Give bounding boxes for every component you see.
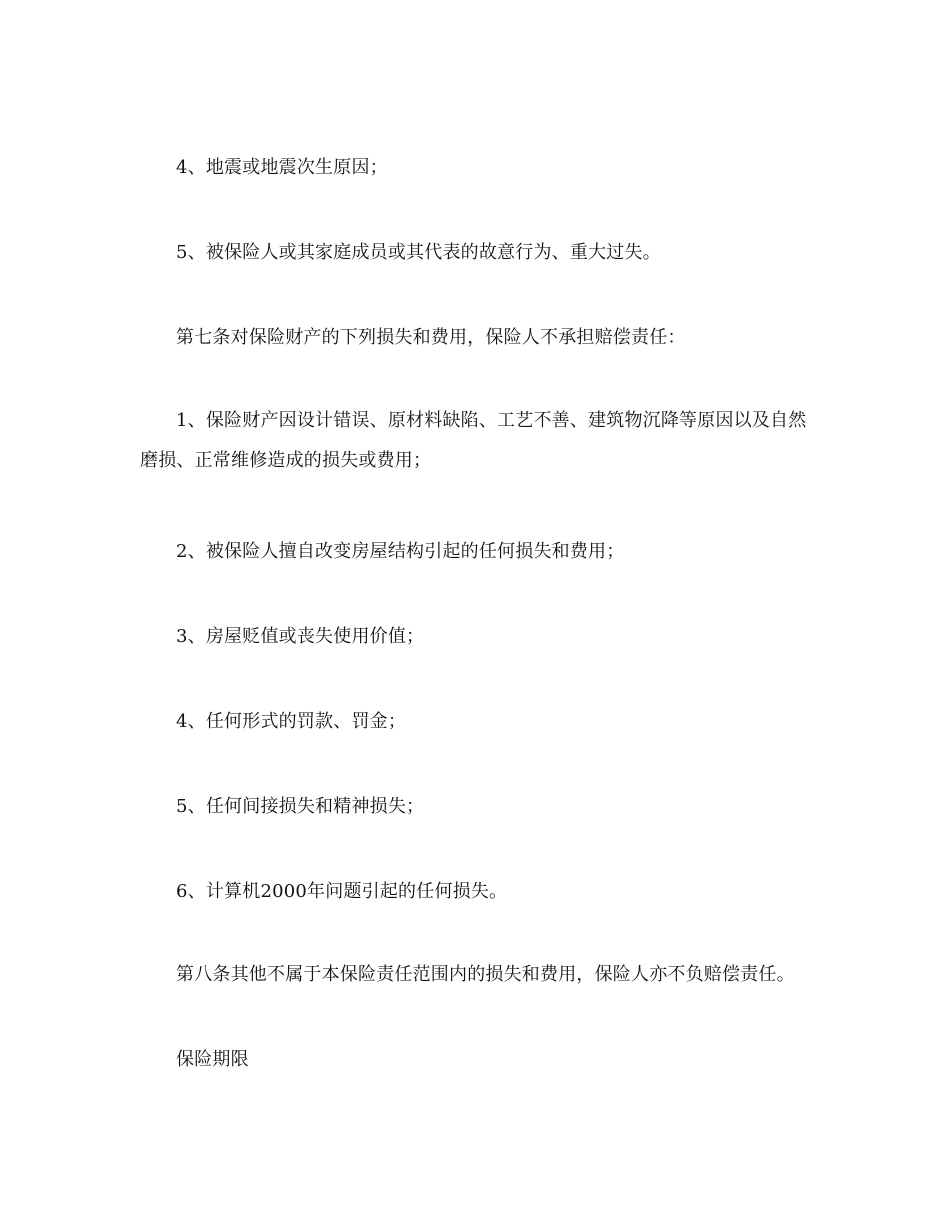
paragraph-item-6-y2k: 6、计算机2000年问题引起的任何损失。 [176, 881, 508, 902]
paragraph-item-2-structure-change: 2、被保险人擅自改变房屋结构引起的任何损失和费用； [176, 541, 625, 562]
section-heading-insurance-period: 保险期限 [176, 1049, 249, 1070]
paragraph-item-5-intentional-acts: 5、被保险人或其家庭成员或其代表的故意行为、重大过失。 [176, 242, 661, 263]
paragraph-article-8: 第八条其他不属于本保险责任范围内的损失和费用，保险人亦不负赔偿责任。 [176, 964, 795, 985]
paragraph-article-7: 第七条对保险财产的下列损失和费用，保险人不承担赔偿责任： [176, 327, 686, 348]
paragraph-item-5-indirect-losses: 5、任何间接损失和精神损失； [176, 796, 425, 817]
paragraph-item-4-earthquake: 4、地震或地震次生原因； [176, 157, 388, 178]
paragraph-item-3-depreciation: 3、房屋贬值或丧失使用价值； [176, 626, 425, 647]
paragraph-item-1-design-defects: 1、保险财产因设计错误、原材料缺陷、工艺不善、建筑物沉降等原因以及自然磨损、正常维修造成的损失或费用； [140, 410, 807, 471]
paragraph-item-4-fines: 4、任何形式的罚款、罚金； [176, 711, 407, 732]
